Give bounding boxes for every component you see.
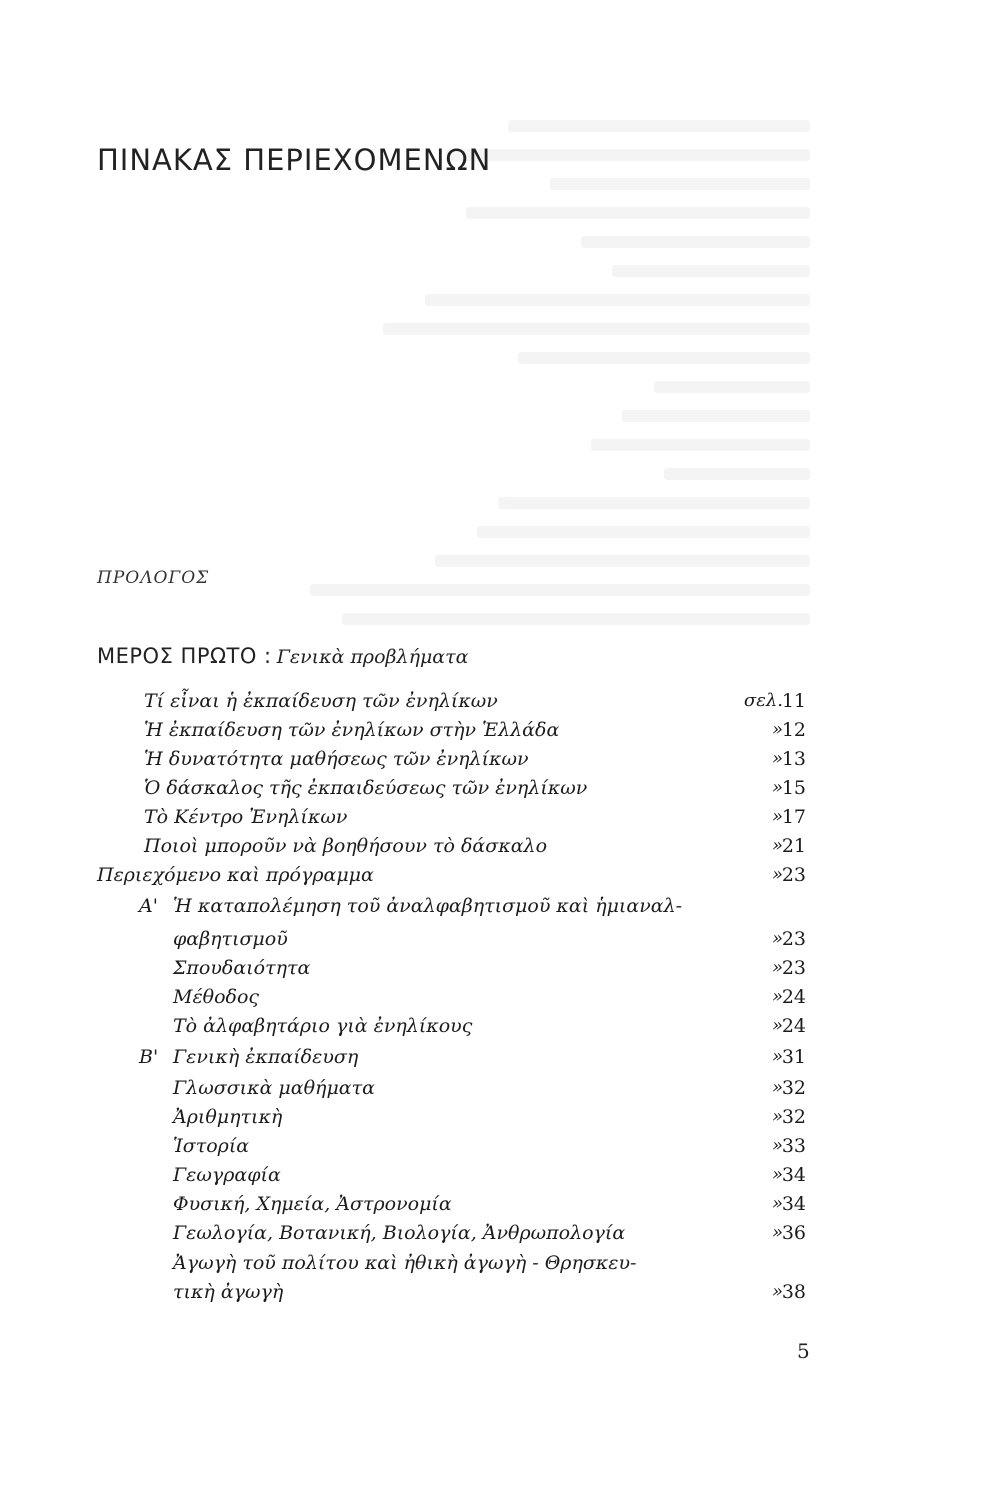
toc-entry-page: 24 [781, 986, 806, 1008]
toc-entry [0, 1046, 985, 1075]
preface-heading: ΠΡΟΛΟΓΟΣ [97, 568, 210, 588]
toc-entry [0, 1135, 985, 1164]
toc-entry-page: 21 [781, 835, 806, 857]
toc-entry-ref: » [771, 1193, 783, 1214]
toc-entry-ref: » [771, 957, 783, 978]
toc-entry-title: φαβητισμοῦ [173, 928, 288, 950]
toc-entry-ref: » [771, 986, 783, 1007]
toc-entry [0, 895, 985, 924]
toc-entry-ref: » [771, 864, 783, 885]
toc-entry-title: Ἱστορία [173, 1135, 250, 1157]
toc-entry-page: 24 [781, 1015, 806, 1037]
part-subtitle: Γενικὰ προβλήματα [276, 646, 469, 668]
toc-entry-page: 34 [781, 1164, 806, 1186]
toc-entry-ref: » [771, 928, 783, 949]
toc-entry-title: Ὁ δάσκαλος τῆς ἐκπαιδεύσεως τῶν ἐνηλίκων [144, 777, 588, 799]
toc-entry-ref: » [771, 719, 783, 740]
toc-entry [0, 1106, 985, 1135]
toc-entry [0, 835, 985, 864]
toc-entry-title: Γεωλογία, Βοτανική, Βιολογία, Ἀνθρωπολογία [173, 1222, 626, 1244]
toc-entry-page: 36 [781, 1222, 806, 1244]
toc-entry-page: 23 [781, 957, 806, 979]
toc-entry-title: Ἡ δυνατότητα μαθήσεως τῶν ἐνηλίκων [144, 748, 529, 770]
toc-entry-title: Τὸ Κέντρο Ἐνηλίκων [144, 806, 348, 828]
toc-entry-title: Τί εἶναι ἡ ἐκπαίδευση τῶν ἐνηλίκων [144, 690, 498, 712]
toc-entry [0, 986, 985, 1015]
toc-entry-ref: » [771, 748, 783, 769]
toc-entry [0, 864, 985, 893]
toc-entry [0, 719, 985, 748]
toc-entry-page: 23 [781, 928, 806, 950]
toc-entry [0, 777, 985, 806]
toc-entry-page: 13 [781, 748, 806, 770]
toc-entry-ref: » [771, 1046, 783, 1067]
toc-entry-page: 17 [781, 806, 806, 828]
toc-entry-title: Ἀριθμητικὴ [173, 1106, 283, 1128]
toc-entry-ref: » [771, 1015, 783, 1036]
bleed-through-text [300, 120, 820, 660]
toc-entry-page: 32 [781, 1106, 806, 1128]
toc-entry [0, 928, 985, 957]
toc-entry-title: Φυσική, Χημεία, Ἀστρονομία [173, 1193, 452, 1215]
toc-entry [0, 690, 985, 719]
toc-section-marker: Α' [139, 895, 158, 917]
page-title: ΠΙΝΑΚΑΣ ΠΕΡΙΕΧΟΜΕΝΩΝ [97, 143, 492, 177]
toc-entry [0, 1077, 985, 1106]
toc-entry-title: Περιεχόμενο καὶ πρόγραμμα [97, 864, 374, 886]
toc-entry-ref: » [771, 777, 783, 798]
toc-entry-title: Ποιοὶ μποροῦν νὰ βοηθήσουν τὸ δάσκαλο [144, 835, 548, 857]
toc-entry [0, 748, 985, 777]
toc-entry-ref: » [771, 835, 783, 856]
toc-entry-title: Γενικὴ ἐκπαίδευση [173, 1046, 359, 1068]
toc-entry [0, 1222, 985, 1251]
toc-entry [0, 957, 985, 986]
toc-entry-ref: » [771, 1222, 783, 1243]
toc-entry-title: Μέθοδος [173, 986, 260, 1008]
toc-entry-page: 34 [781, 1193, 806, 1215]
toc-entry-title: Τὸ ἀλφαβητάριο γιὰ ἐνηλίκους [173, 1015, 473, 1037]
part-label: ΜΕΡΟΣ ΠΡΩΤΟ : [97, 644, 272, 668]
toc-entry [0, 1252, 985, 1281]
toc-entry [0, 1193, 985, 1222]
toc-entry-page: 11 [781, 690, 806, 712]
toc-entry-ref: σελ. [743, 690, 783, 711]
toc-entry [0, 1164, 985, 1193]
toc-entry-ref: » [771, 1135, 783, 1156]
toc-entry-title: Γεωγραφία [173, 1164, 281, 1186]
toc-entry [0, 806, 985, 835]
toc-entry-page: 38 [781, 1281, 806, 1303]
toc-entry [0, 1281, 985, 1310]
toc-entry-title: Γλωσσικὰ μαθήματα [173, 1077, 375, 1099]
toc-entry-ref: » [771, 1077, 783, 1098]
toc-entry-title: Ἀγωγὴ τοῦ πολίτου καὶ ἠθικὴ ἀγωγὴ - Θρησκευ- [173, 1252, 637, 1274]
part-heading [97, 644, 468, 668]
toc-entry-page: 23 [781, 864, 806, 886]
toc-entry-ref: » [771, 1106, 783, 1127]
toc-entry-title: Ἡ ἐκπαίδευση τῶν ἐνηλίκων στὴν Ἑλλάδα [144, 719, 560, 741]
toc-entry-page: 32 [781, 1077, 806, 1099]
toc-entry-title: τικὴ ἀγωγὴ [173, 1281, 284, 1303]
toc-entry-page: 33 [781, 1135, 806, 1157]
toc-entry-ref: » [771, 1281, 783, 1302]
page-number: 5 [797, 1339, 810, 1363]
toc-entry-ref: » [771, 1164, 783, 1185]
toc-entry-title: Ἡ καταπολέμηση τοῦ ἀναλφαβητισμοῦ καὶ ἡμιαναλ- [173, 895, 683, 917]
toc-entry-page: 12 [781, 719, 806, 741]
toc-entry-ref: » [771, 806, 783, 827]
toc-entry-title: Σπουδαιότητα [173, 957, 311, 979]
toc-entry [0, 1015, 985, 1044]
toc-section-marker: Β' [139, 1046, 159, 1068]
toc-entry-page: 15 [781, 777, 806, 799]
toc-entry-page: 31 [781, 1046, 806, 1068]
